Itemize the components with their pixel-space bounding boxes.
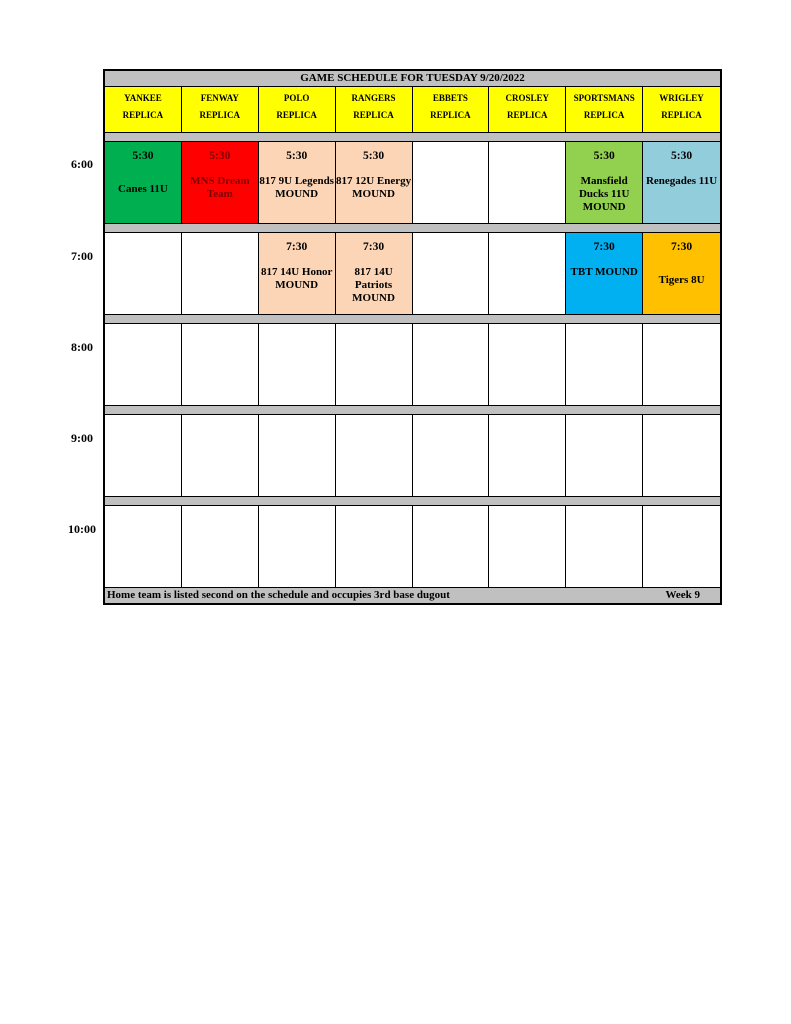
field-sub: REPLICA bbox=[430, 110, 471, 120]
footer-note: Home team is listed second on the schedule and occupies 3rd base dugout bbox=[107, 589, 450, 601]
game-time: 5:30 bbox=[209, 150, 231, 162]
slot-row-6 bbox=[105, 142, 720, 223]
field-header-row bbox=[105, 87, 720, 132]
field-sub: REPLICA bbox=[353, 110, 394, 120]
game-cell bbox=[566, 233, 643, 314]
field-header-fenway bbox=[182, 87, 259, 132]
field-header-wrigley bbox=[643, 87, 720, 132]
game-cell-empty bbox=[566, 415, 643, 496]
time-label-9: 9:00 bbox=[71, 431, 93, 445]
field-header-crosley bbox=[489, 87, 566, 132]
field-sub: REPLICA bbox=[276, 110, 317, 120]
game-cell-empty bbox=[182, 324, 259, 405]
field-name: YANKEE bbox=[124, 93, 162, 103]
field-header-yankee bbox=[105, 87, 182, 132]
game-team: Renegades 11U bbox=[645, 175, 718, 187]
game-team: Canes 11U bbox=[118, 183, 168, 195]
field-sub: REPLICA bbox=[661, 110, 702, 120]
game-team: 817 14U Patriots MOUND bbox=[352, 266, 395, 304]
game-cell-empty bbox=[336, 415, 413, 496]
row-separator bbox=[105, 132, 720, 142]
game-time: 5:30 bbox=[671, 150, 693, 162]
game-team: Mansfield Ducks 11U MOUND bbox=[578, 175, 630, 213]
game-cell-empty bbox=[182, 506, 259, 588]
time-label-8: 8:00 bbox=[71, 340, 93, 354]
game-cell bbox=[259, 233, 336, 314]
game-cell bbox=[182, 142, 259, 223]
game-cell bbox=[336, 142, 413, 223]
game-cell-empty bbox=[643, 506, 720, 588]
time-label-6: 6:00 bbox=[71, 157, 93, 171]
game-time: 5:30 bbox=[363, 150, 385, 162]
game-cell-empty bbox=[259, 506, 336, 588]
game-cell bbox=[259, 142, 336, 223]
time-label-7: 7:00 bbox=[71, 249, 93, 263]
field-name: SPORTSMANS bbox=[573, 93, 635, 103]
game-team: 817 14U Honor MOUND bbox=[260, 266, 333, 291]
field-name: EBBETS bbox=[432, 93, 468, 103]
game-cell-empty bbox=[489, 142, 566, 223]
game-cell-empty bbox=[413, 142, 490, 223]
game-time: 5:30 bbox=[593, 150, 615, 162]
game-cell-empty bbox=[643, 324, 720, 405]
field-name: WRIGLEY bbox=[659, 93, 704, 103]
game-cell-empty bbox=[336, 324, 413, 405]
row-separator bbox=[105, 496, 720, 506]
game-cell-empty bbox=[105, 324, 182, 405]
game-time: 7:30 bbox=[671, 241, 693, 253]
game-cell-empty bbox=[105, 233, 182, 314]
slot-row-10 bbox=[105, 506, 720, 588]
field-name: FENWAY bbox=[200, 93, 239, 103]
game-time: 7:30 bbox=[593, 241, 615, 253]
game-cell bbox=[566, 142, 643, 223]
time-labels bbox=[62, 0, 102, 620]
game-team: TBT MOUND bbox=[570, 266, 638, 278]
field-name: CROSLEY bbox=[505, 93, 550, 103]
schedule-footer bbox=[105, 587, 720, 603]
time-label-10: 10:00 bbox=[68, 522, 96, 536]
game-time: 5:30 bbox=[286, 150, 308, 162]
field-sub: REPLICA bbox=[507, 110, 548, 120]
schedule-table bbox=[103, 69, 722, 605]
field-sub: REPLICA bbox=[199, 110, 241, 120]
game-cell-empty bbox=[336, 506, 413, 588]
field-header-ebbets bbox=[413, 87, 490, 132]
game-cell bbox=[336, 233, 413, 314]
game-team: 817 12U Energy MOUND bbox=[335, 175, 412, 200]
game-cell-empty bbox=[413, 233, 490, 314]
game-time: 5:30 bbox=[132, 150, 154, 162]
field-name: POLO bbox=[283, 93, 310, 103]
game-cell bbox=[643, 233, 720, 314]
game-cell bbox=[643, 142, 720, 223]
field-header-polo bbox=[259, 87, 336, 132]
game-cell bbox=[105, 142, 182, 223]
game-cell-empty bbox=[643, 415, 720, 496]
footer-week: Week 9 bbox=[665, 589, 700, 601]
game-cell-empty bbox=[182, 415, 259, 496]
game-team: 817 9U Legends MOUND bbox=[259, 175, 334, 200]
game-cell-empty bbox=[566, 506, 643, 588]
field-name: RANGERS bbox=[351, 93, 396, 103]
slot-row-9 bbox=[105, 415, 720, 496]
game-cell-empty bbox=[489, 233, 566, 314]
field-sub: REPLICA bbox=[583, 110, 625, 120]
game-cell-empty bbox=[259, 324, 336, 405]
field-header-sportsmans bbox=[566, 87, 643, 132]
game-time: 7:30 bbox=[363, 241, 385, 253]
slot-row-7 bbox=[105, 233, 720, 314]
game-cell-empty bbox=[259, 415, 336, 496]
game-cell-empty bbox=[105, 506, 182, 588]
slot-row-8 bbox=[105, 324, 720, 405]
game-cell-empty bbox=[105, 415, 182, 496]
row-separator bbox=[105, 223, 720, 233]
game-team: MNS Dream Team bbox=[190, 175, 250, 200]
game-cell-empty bbox=[489, 324, 566, 405]
game-cell-empty bbox=[566, 324, 643, 405]
field-sub: REPLICA bbox=[122, 110, 164, 120]
game-team: Tigers 8U bbox=[658, 274, 705, 286]
game-time: 7:30 bbox=[286, 241, 308, 253]
game-cell-empty bbox=[489, 415, 566, 496]
schedule-title: GAME SCHEDULE FOR TUESDAY 9/20/2022 bbox=[105, 71, 720, 87]
game-cell-empty bbox=[182, 233, 259, 314]
row-separator bbox=[105, 405, 720, 415]
game-cell-empty bbox=[489, 506, 566, 588]
field-header-rangers bbox=[336, 87, 413, 132]
game-cell-empty bbox=[413, 324, 490, 405]
row-separator bbox=[105, 314, 720, 324]
game-cell-empty bbox=[413, 506, 490, 588]
game-cell-empty bbox=[413, 415, 490, 496]
